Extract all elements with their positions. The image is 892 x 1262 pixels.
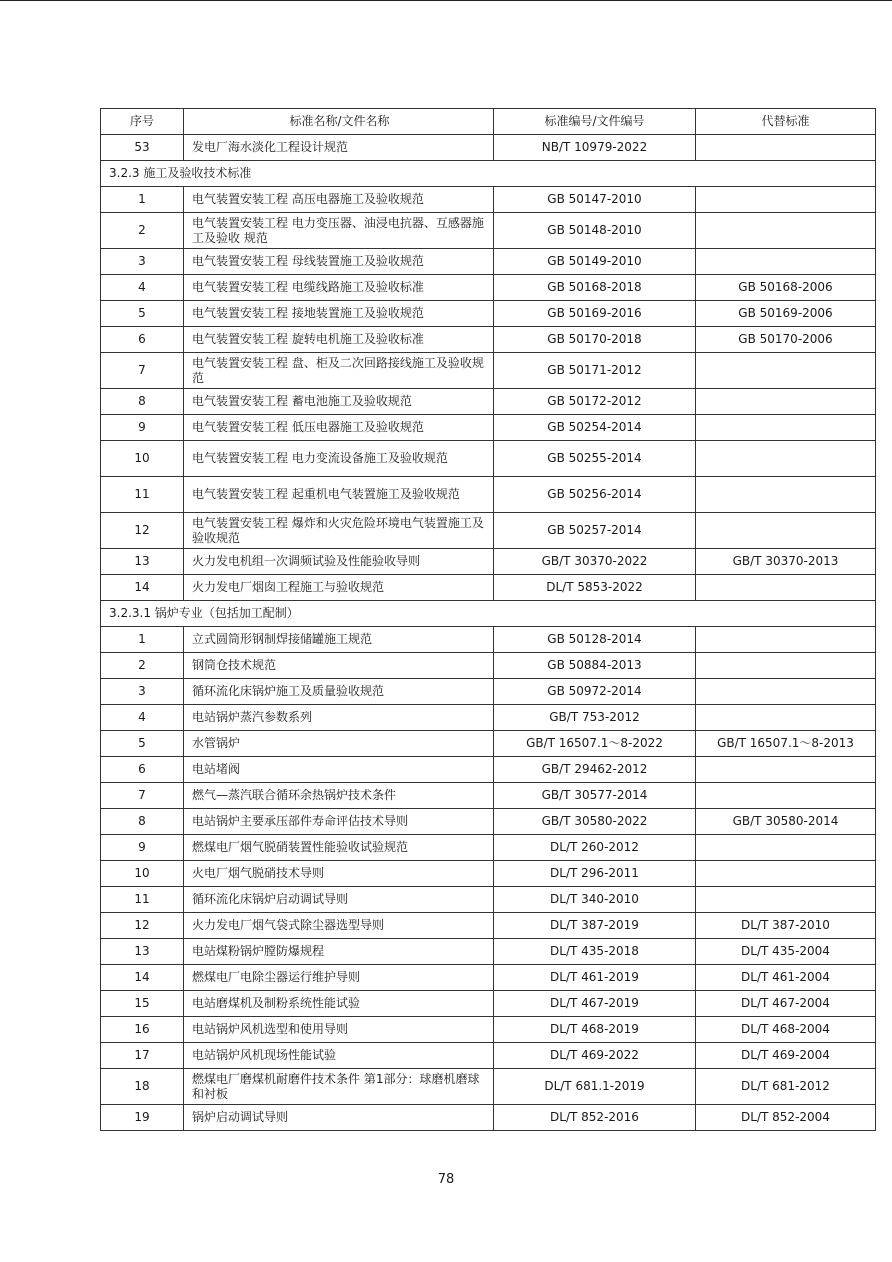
row-replaced: DL/T 852-2004	[696, 1105, 876, 1131]
row-no: 19	[101, 1105, 184, 1131]
row-code: GB 50972-2014	[494, 679, 696, 705]
row-code: GB 50169-2016	[494, 301, 696, 327]
row-no: 12	[101, 513, 184, 549]
row-code: GB 50128-2014	[494, 627, 696, 653]
row-code: GB 50171-2012	[494, 353, 696, 389]
section-row	[101, 161, 876, 187]
row-replaced: GB 50168-2006	[696, 275, 876, 301]
row-no: 4	[101, 275, 184, 301]
row-name: 电气装置安装工程 电力变流设备施工及验收规范	[184, 441, 494, 477]
row-no: 13	[101, 939, 184, 965]
row-name: 电气装置安装工程 电力变压器、油浸电抗器、互感器施工及验收 规范	[184, 213, 494, 249]
row-no: 1	[101, 187, 184, 213]
table-body	[101, 135, 876, 1131]
table-row	[101, 1043, 876, 1069]
row-code: DL/T 461-2019	[494, 965, 696, 991]
row-name: 燃煤电厂电除尘器运行维护导则	[184, 965, 494, 991]
row-code: DL/T 469-2022	[494, 1043, 696, 1069]
row-code: GB 50168-2018	[494, 275, 696, 301]
row-no: 11	[101, 887, 184, 913]
row-replaced	[696, 575, 876, 601]
table-row	[101, 513, 876, 549]
table-row	[101, 705, 876, 731]
row-code: GB 50147-2010	[494, 187, 696, 213]
row-no: 53	[101, 135, 184, 161]
row-no: 9	[101, 835, 184, 861]
row-name: 电气装置安装工程 爆炸和火灾危险环境电气装置施工及验收规范	[184, 513, 494, 549]
row-replaced	[696, 135, 876, 161]
row-code: GB 50172-2012	[494, 389, 696, 415]
row-code: GB/T 29462-2012	[494, 757, 696, 783]
row-replaced: GB/T 30370-2013	[696, 549, 876, 575]
row-no: 11	[101, 477, 184, 513]
row-code: DL/T 260-2012	[494, 835, 696, 861]
row-name: 电气装置安装工程 低压电器施工及验收规范	[184, 415, 494, 441]
table-row	[101, 353, 876, 389]
row-code: DL/T 467-2019	[494, 991, 696, 1017]
row-no: 8	[101, 809, 184, 835]
table-row	[101, 301, 876, 327]
row-no: 2	[101, 213, 184, 249]
row-replaced: GB/T 30580-2014	[696, 809, 876, 835]
row-no: 2	[101, 653, 184, 679]
row-no: 4	[101, 705, 184, 731]
table-row	[101, 991, 876, 1017]
table-row	[101, 731, 876, 757]
row-replaced: DL/T 387-2010	[696, 913, 876, 939]
row-name: 燃气—蒸汽联合循环余热锅炉技术条件	[184, 783, 494, 809]
row-code: GB/T 753-2012	[494, 705, 696, 731]
table-row	[101, 939, 876, 965]
row-no: 9	[101, 415, 184, 441]
row-name: 燃煤电厂磨煤机耐磨件技术条件 第1部分：球磨机磨球和衬板	[184, 1069, 494, 1105]
row-code: NB/T 10979-2022	[494, 135, 696, 161]
table-row	[101, 861, 876, 887]
row-no: 8	[101, 389, 184, 415]
table-row	[101, 135, 876, 161]
row-no: 10	[101, 441, 184, 477]
row-replaced: DL/T 467-2004	[696, 991, 876, 1017]
row-replaced: DL/T 469-2004	[696, 1043, 876, 1069]
row-code: GB 50884-2013	[494, 653, 696, 679]
row-replaced	[696, 757, 876, 783]
table-row	[101, 627, 876, 653]
row-replaced	[696, 187, 876, 213]
table-row	[101, 835, 876, 861]
row-replaced	[696, 513, 876, 549]
row-no: 17	[101, 1043, 184, 1069]
row-code: GB/T 16507.1～8-2022	[494, 731, 696, 757]
row-replaced: DL/T 468-2004	[696, 1017, 876, 1043]
row-no: 5	[101, 731, 184, 757]
table-row	[101, 783, 876, 809]
row-name: 电气装置安装工程 高压电器施工及验收规范	[184, 187, 494, 213]
row-replaced	[696, 353, 876, 389]
row-name: 电站煤粉锅炉膛防爆规程	[184, 939, 494, 965]
table-row	[101, 1017, 876, 1043]
row-name: 电气装置安装工程 旋转电机施工及验收标准	[184, 327, 494, 353]
row-code: DL/T 5853-2022	[494, 575, 696, 601]
table-row	[101, 327, 876, 353]
section-title: 3.2.3.1 锅炉专业（包括加工配制）	[101, 601, 876, 627]
row-name: 火力发电机组一次调频试验及性能验收导则	[184, 549, 494, 575]
row-name: 循环流化床锅炉施工及质量验收规范	[184, 679, 494, 705]
section-title: 3.2.3 施工及验收技术标准	[101, 161, 876, 187]
table-row	[101, 809, 876, 835]
table-row	[101, 1105, 876, 1131]
row-no: 13	[101, 549, 184, 575]
row-code: GB/T 30577-2014	[494, 783, 696, 809]
row-code: DL/T 468-2019	[494, 1017, 696, 1043]
row-name: 立式圆筒形钢制焊接储罐施工规范	[184, 627, 494, 653]
row-name: 电站锅炉风机选型和使用导则	[184, 1017, 494, 1043]
row-code: GB/T 30580-2022	[494, 809, 696, 835]
row-code: GB 50257-2014	[494, 513, 696, 549]
row-no: 14	[101, 575, 184, 601]
table-row	[101, 913, 876, 939]
row-replaced	[696, 389, 876, 415]
standards-table	[100, 108, 876, 1131]
row-replaced	[696, 861, 876, 887]
table-row	[101, 415, 876, 441]
row-name: 电站磨煤机及制粉系统性能试验	[184, 991, 494, 1017]
row-replaced: GB/T 16507.1～8-2013	[696, 731, 876, 757]
row-replaced: GB 50169-2006	[696, 301, 876, 327]
row-no: 6	[101, 757, 184, 783]
row-replaced	[696, 653, 876, 679]
row-code: DL/T 681.1-2019	[494, 1069, 696, 1105]
row-replaced: DL/T 435-2004	[696, 939, 876, 965]
table-row	[101, 477, 876, 513]
row-name: 循环流化床锅炉启动调试导则	[184, 887, 494, 913]
row-name: 锅炉启动调试导则	[184, 1105, 494, 1131]
header-name: 标准名称/文件名称	[184, 109, 494, 135]
table-row	[101, 187, 876, 213]
row-name: 电气装置安装工程 母线装置施工及验收规范	[184, 249, 494, 275]
row-code: DL/T 387-2019	[494, 913, 696, 939]
row-code: DL/T 296-2011	[494, 861, 696, 887]
row-code: GB 50148-2010	[494, 213, 696, 249]
row-name: 电气装置安装工程 电缆线路施工及验收标准	[184, 275, 494, 301]
row-replaced	[696, 679, 876, 705]
row-name: 火力发电厂烟囱工程施工与验收规范	[184, 575, 494, 601]
row-replaced	[696, 627, 876, 653]
row-replaced	[696, 249, 876, 275]
row-code: GB 50255-2014	[494, 441, 696, 477]
row-name: 电气装置安装工程 接地装置施工及验收规范	[184, 301, 494, 327]
row-no: 14	[101, 965, 184, 991]
row-no: 16	[101, 1017, 184, 1043]
row-no: 7	[101, 353, 184, 389]
table-row	[101, 441, 876, 477]
row-no: 7	[101, 783, 184, 809]
row-replaced	[696, 783, 876, 809]
row-name: 电站锅炉主要承压部件寿命评估技术导则	[184, 809, 494, 835]
row-replaced	[696, 441, 876, 477]
row-replaced	[696, 477, 876, 513]
table-row	[101, 249, 876, 275]
row-name: 电站堵阀	[184, 757, 494, 783]
table-row	[101, 275, 876, 301]
table-row	[101, 575, 876, 601]
row-replaced	[696, 887, 876, 913]
row-name: 电气装置安装工程 起重机电气装置施工及验收规范	[184, 477, 494, 513]
row-no: 6	[101, 327, 184, 353]
table-header-row	[101, 109, 876, 135]
row-no: 3	[101, 679, 184, 705]
table-row	[101, 679, 876, 705]
header-code: 标准编号/文件编号	[494, 109, 696, 135]
row-name: 发电厂海水淡化工程设计规范	[184, 135, 494, 161]
row-replaced	[696, 835, 876, 861]
row-no: 12	[101, 913, 184, 939]
row-code: DL/T 435-2018	[494, 939, 696, 965]
row-replaced	[696, 705, 876, 731]
row-code: DL/T 852-2016	[494, 1105, 696, 1131]
row-name: 电站锅炉风机现场性能试验	[184, 1043, 494, 1069]
section-row	[101, 601, 876, 627]
row-code: GB 50256-2014	[494, 477, 696, 513]
row-no: 15	[101, 991, 184, 1017]
row-name: 电气装置安装工程 盘、柜及二次回路接线施工及验收规范	[184, 353, 494, 389]
row-replaced	[696, 415, 876, 441]
row-code: GB 50254-2014	[494, 415, 696, 441]
row-code: DL/T 340-2010	[494, 887, 696, 913]
row-name: 火电厂烟气脱硝技术导则	[184, 861, 494, 887]
row-replaced: DL/T 681-2012	[696, 1069, 876, 1105]
table-row	[101, 1069, 876, 1105]
row-no: 18	[101, 1069, 184, 1105]
table-row	[101, 213, 876, 249]
header-no: 序号	[101, 109, 184, 135]
row-name: 燃煤电厂烟气脱硝装置性能验收试验规范	[184, 835, 494, 861]
row-no: 3	[101, 249, 184, 275]
row-no: 10	[101, 861, 184, 887]
row-replaced: DL/T 461-2004	[696, 965, 876, 991]
row-no: 5	[101, 301, 184, 327]
table-row	[101, 965, 876, 991]
table-row	[101, 389, 876, 415]
row-replaced: GB 50170-2006	[696, 327, 876, 353]
table-row	[101, 887, 876, 913]
row-code: GB 50170-2018	[494, 327, 696, 353]
row-no: 1	[101, 627, 184, 653]
row-name: 电站锅炉蒸汽参数系列	[184, 705, 494, 731]
row-code: GB/T 30370-2022	[494, 549, 696, 575]
table-row	[101, 549, 876, 575]
row-name: 电气装置安装工程 蓄电池施工及验收规范	[184, 389, 494, 415]
page-number: 78	[437, 1172, 455, 1187]
page-top-border	[0, 0, 892, 1]
header-replaced: 代替标准	[696, 109, 876, 135]
row-name: 钢筒仓技术规范	[184, 653, 494, 679]
table-row	[101, 757, 876, 783]
row-name: 火力发电厂烟气袋式除尘器选型导则	[184, 913, 494, 939]
row-name: 水管锅炉	[184, 731, 494, 757]
table-row	[101, 653, 876, 679]
row-code: GB 50149-2010	[494, 249, 696, 275]
row-replaced	[696, 213, 876, 249]
